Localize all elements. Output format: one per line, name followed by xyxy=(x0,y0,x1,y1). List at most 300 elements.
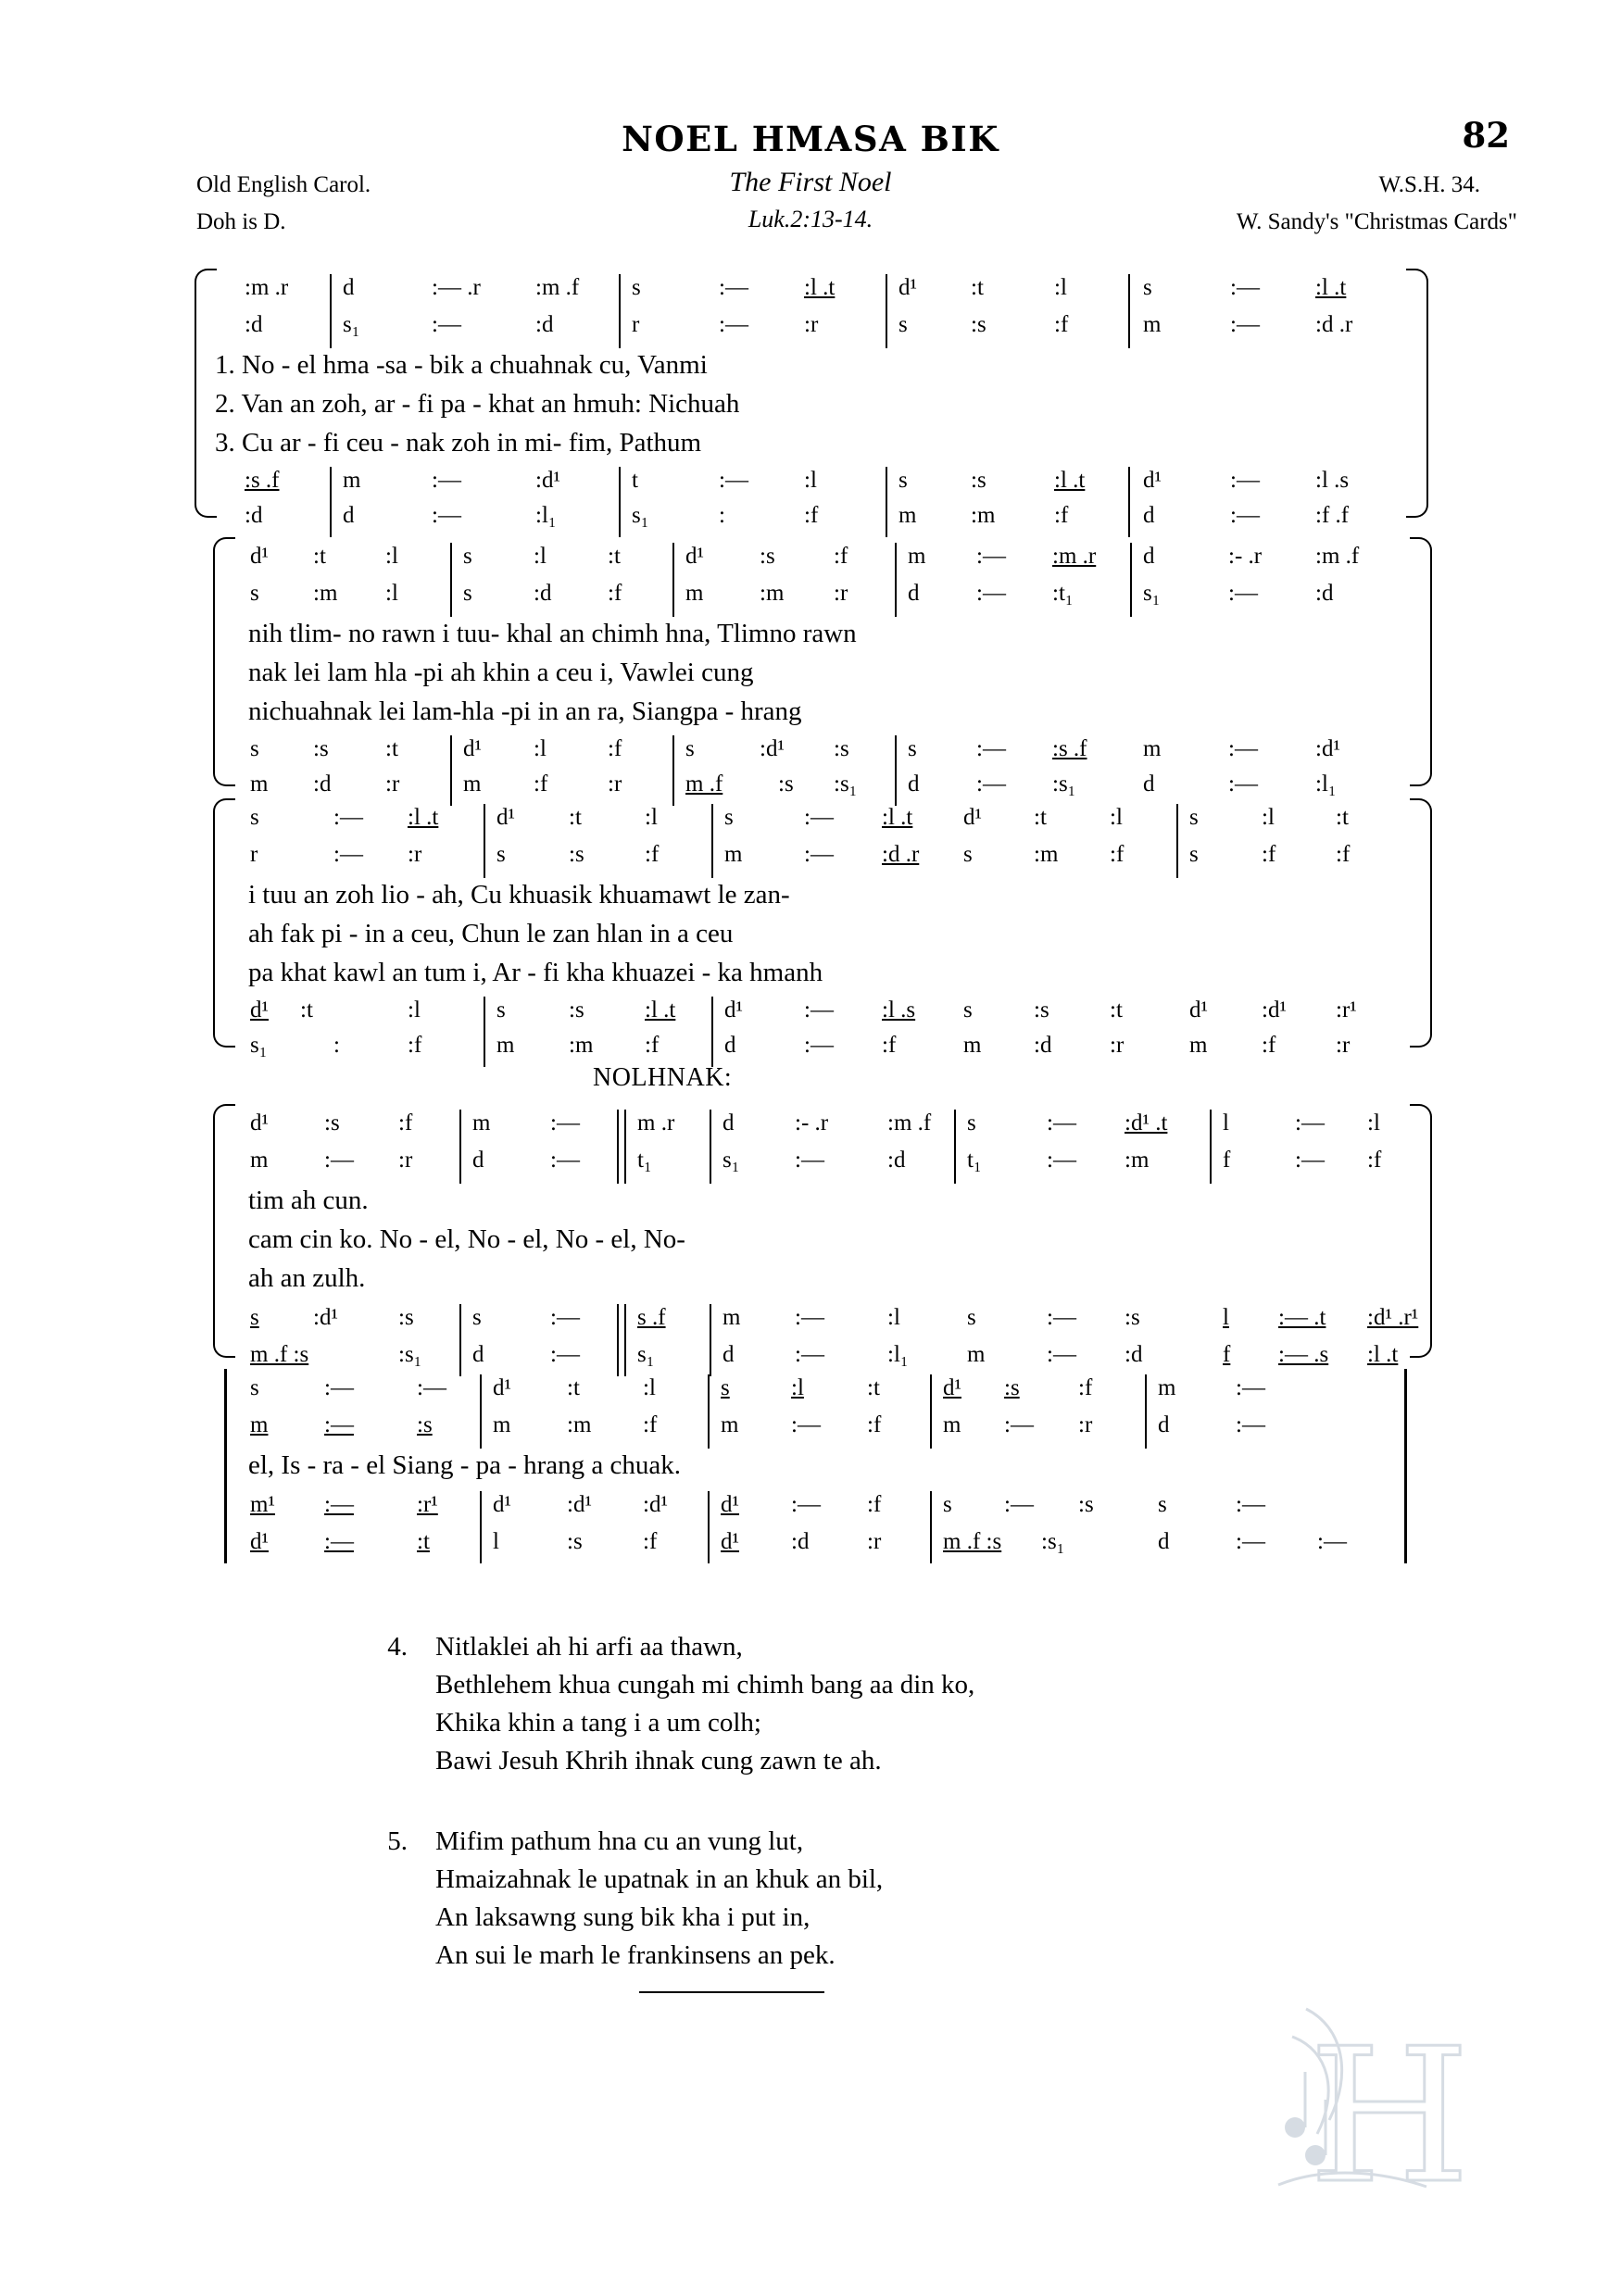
sol-fa-cell: :m xyxy=(971,503,996,528)
sol-fa-cell: :— xyxy=(432,503,461,528)
verse-number: 2. xyxy=(215,389,235,419)
sol-fa-cell: f xyxy=(1223,1148,1231,1173)
sol-fa-cell: d¹ xyxy=(493,1375,511,1400)
sol-fa-cell: :— xyxy=(804,805,834,830)
sol-fa-cell: :m .f xyxy=(887,1110,932,1135)
verse-number: 5. xyxy=(387,1826,408,1856)
sol-fa-cell: d xyxy=(472,1148,484,1173)
sol-fa-cell: d¹ xyxy=(250,544,269,569)
sol-fa-cell: :s xyxy=(834,736,849,761)
sol-fa-cell: :f xyxy=(867,1412,882,1437)
sol-fa-row-soprano xyxy=(230,270,1397,306)
sol-fa-cell: :s xyxy=(1034,997,1049,1023)
lyric-text: pa khat kawl an tum i, Ar - fi kha khuazei - ka hmanh xyxy=(248,958,823,987)
sol-fa-cell: s₁ xyxy=(637,1342,655,1367)
sol-fa-cell: :d xyxy=(535,312,554,337)
sol-fa-cell: :d¹ xyxy=(643,1492,668,1517)
sol-fa-cell: :l xyxy=(887,1305,900,1330)
sol-fa-cell: :f xyxy=(645,842,660,867)
sol-fa-cell: d xyxy=(1158,1412,1170,1437)
sol-fa-cell: d xyxy=(343,275,355,300)
sol-fa-cell: s xyxy=(1143,275,1152,300)
sol-fa-cell: :t xyxy=(1034,805,1047,830)
sol-fa-cell: :— xyxy=(1236,1492,1265,1517)
sol-fa-row-bass xyxy=(245,1524,1402,1560)
sol-fa-cell: s xyxy=(250,1375,259,1400)
sol-fa-cell: :d xyxy=(1315,581,1334,606)
sol-fa-cell: :f xyxy=(867,1492,882,1517)
sol-fa-cell: d¹ xyxy=(898,275,917,300)
sol-fa-cell: :d .r xyxy=(1315,312,1353,337)
sol-fa-cell: :s xyxy=(313,736,329,761)
sol-fa-row-alto xyxy=(245,576,1402,611)
sol-fa-cell: s xyxy=(963,997,973,1023)
sol-fa-cell: :— xyxy=(1047,1110,1076,1135)
sol-fa-cell: s xyxy=(967,1110,976,1135)
sol-fa-cell: :— .s xyxy=(1278,1342,1329,1367)
sol-fa-cell: :f xyxy=(1078,1375,1093,1400)
sol-fa-cell: :— xyxy=(804,1033,834,1058)
sol-fa-cell: m xyxy=(685,581,704,606)
sol-fa-cell: :— xyxy=(1230,275,1260,300)
sol-fa-cell: :s xyxy=(1078,1492,1094,1517)
sol-fa-cell: r xyxy=(632,312,640,337)
verse-line: Mifim pathum hna cu an vung lut, xyxy=(435,1826,804,1856)
sol-fa-cell: d xyxy=(1143,772,1155,797)
sol-fa-cell: :— xyxy=(719,468,748,493)
page-title: NOEL HMASA BIK xyxy=(622,119,999,159)
music-system-2 xyxy=(213,537,1436,797)
sol-fa-cell: :d¹ .r¹ xyxy=(1367,1305,1419,1330)
sol-fa-cell: :s xyxy=(760,544,775,569)
sol-fa-cell: :m .f xyxy=(1315,544,1360,569)
sol-fa-cell: :l .t xyxy=(408,805,439,830)
sol-fa-cell: m xyxy=(1158,1375,1176,1400)
sol-fa-cell: :l xyxy=(804,468,817,493)
sol-fa-cell: m .f xyxy=(685,772,723,797)
sol-fa-cell: :s₁ xyxy=(834,772,858,797)
verse-number: 4. xyxy=(387,1632,408,1662)
sol-fa-cell: :l xyxy=(791,1375,804,1400)
sol-fa-cell: :f xyxy=(1110,842,1125,867)
sol-fa-cell: :f xyxy=(882,1033,897,1058)
sol-fa-cell: :f xyxy=(834,544,848,569)
verse-line: Bethlehem khua cungah mi chimh bang aa din ko, xyxy=(435,1670,975,1700)
sol-fa-cell: s xyxy=(943,1492,952,1517)
sol-fa-cell: :t xyxy=(867,1375,880,1400)
system-left-bracket xyxy=(224,1369,227,1563)
sol-fa-cell: l xyxy=(1223,1305,1229,1330)
sol-fa-cell: :— xyxy=(1236,1375,1265,1400)
sol-fa-cell: d xyxy=(343,503,355,528)
verse-line: Nitlaklei ah hi arfi aa thawn, xyxy=(435,1632,743,1662)
sol-fa-cell: m xyxy=(967,1342,986,1367)
lyric-text: Cu ar - fi ceu - nak zoh in mi- fim, Pathum xyxy=(242,428,702,458)
sol-fa-cell: :r xyxy=(385,772,400,797)
sol-fa-cell: :r xyxy=(1078,1412,1093,1437)
sol-fa-cell: d¹ xyxy=(250,1110,269,1135)
sol-fa-cell: :d .r xyxy=(882,842,920,867)
brace-right xyxy=(1410,537,1432,786)
brace-left xyxy=(213,1104,235,1358)
lyric-text: ah fak pi - in a ceu, Chun le zan hlan in a ceu xyxy=(248,919,734,948)
sol-fa-cell: m xyxy=(1143,736,1162,761)
verse-line: Hmaizahnak le upatnak in an khuk an bil, xyxy=(435,1864,884,1894)
sol-fa-cell: :t xyxy=(608,544,621,569)
sol-fa-cell: :f xyxy=(608,736,622,761)
sol-fa-cell: :— xyxy=(1230,468,1260,493)
sol-fa-cell: :— xyxy=(324,1492,354,1517)
sol-fa-cell: :r xyxy=(608,772,622,797)
sol-fa-cell: s .f xyxy=(637,1305,666,1330)
sol-fa-cell: s xyxy=(963,842,973,867)
sol-fa-cell: :— xyxy=(1004,1412,1034,1437)
sol-fa-cell: m xyxy=(963,1033,982,1058)
sol-fa-cell: :— xyxy=(795,1342,824,1367)
sol-fa-cell: :m xyxy=(1125,1148,1150,1173)
lyric-line xyxy=(248,1260,365,1297)
sol-fa-cell: :m xyxy=(569,1033,594,1058)
sol-fa-cell: d¹ xyxy=(721,1492,739,1517)
sol-fa-cell: m xyxy=(463,772,482,797)
brace-left xyxy=(195,269,217,518)
sol-fa-cell: :l xyxy=(645,805,658,830)
sol-fa-cell: : xyxy=(719,503,725,528)
sol-fa-cell: :f xyxy=(608,581,622,606)
sol-fa-cell: :d¹ xyxy=(1262,997,1287,1023)
lyric-line xyxy=(248,1447,681,1484)
music-system-5 xyxy=(213,1369,1436,1563)
sol-fa-cell: m xyxy=(493,1412,511,1437)
sol-fa-cell: m xyxy=(250,1412,269,1437)
sol-fa-cell: :t₁ xyxy=(1052,581,1074,606)
sol-fa-cell: :f xyxy=(645,1033,660,1058)
sol-fa-cell: :s xyxy=(971,468,986,493)
sol-fa-cell: :— xyxy=(1295,1148,1325,1173)
sol-fa-cell: :r xyxy=(867,1529,882,1554)
sol-fa-cell: :s₁ xyxy=(398,1342,422,1367)
sol-fa-cell: :f xyxy=(1262,842,1276,867)
sol-fa-cell: m xyxy=(943,1412,961,1437)
sol-fa-cell: :m .r xyxy=(1052,544,1097,569)
sol-fa-cell: :f xyxy=(408,1033,422,1058)
sol-fa-cell: d xyxy=(723,1342,735,1367)
lyric-line xyxy=(215,346,708,383)
sol-fa-cell: :l xyxy=(385,544,398,569)
brace-right xyxy=(1410,798,1432,1048)
sol-fa-cell: s xyxy=(463,581,472,606)
lyric-text: nih tlim- no rawn i tuu- khal an chimh hna, Tlimno rawn xyxy=(248,619,857,648)
lyric-line xyxy=(248,654,753,691)
sol-fa-cell: :— xyxy=(1230,312,1260,337)
sol-fa-cell: :— xyxy=(719,275,748,300)
sol-fa-cell: d xyxy=(1143,503,1155,528)
sol-fa-cell: :l .s xyxy=(1315,468,1350,493)
sol-fa-cell: :f xyxy=(1336,842,1351,867)
sol-fa-cell: s xyxy=(1189,805,1199,830)
sol-fa-cell: s xyxy=(250,805,259,830)
sol-fa-row-soprano xyxy=(245,539,1402,574)
sol-fa-cell: d xyxy=(1143,544,1155,569)
sol-fa-cell: s xyxy=(898,468,908,493)
sol-fa-row-tenor xyxy=(245,1487,1402,1523)
sol-fa-cell: :f xyxy=(1367,1148,1382,1173)
verse-line: Bawi Jesuh Khrih ihnak cung zawn te ah. xyxy=(435,1746,882,1775)
sol-fa-cell: s xyxy=(967,1305,976,1330)
sol-fa-cell: s₁ xyxy=(1143,581,1161,606)
key-signature-note: Doh is D. xyxy=(196,209,286,234)
sol-fa-cell: s xyxy=(472,1305,482,1330)
sol-fa-cell: s xyxy=(496,842,506,867)
sol-fa-cell: s₁ xyxy=(723,1148,740,1173)
sol-fa-cell: :f xyxy=(534,772,548,797)
sol-fa-cell: :l xyxy=(1110,805,1123,830)
lyric-line xyxy=(248,693,802,730)
sol-fa-cell: m xyxy=(343,468,361,493)
sol-fa-row-tenor xyxy=(245,993,1402,1028)
sol-fa-cell: m .f :s xyxy=(943,1529,1002,1554)
sol-fa-cell: :d xyxy=(245,503,263,528)
sol-fa-cell: s xyxy=(1189,842,1199,867)
sol-fa-cell: :- .r xyxy=(1228,544,1263,569)
watermark-letter: H xyxy=(1308,2009,1471,2225)
sol-fa-cell: :d xyxy=(534,581,552,606)
sol-fa-cell: s₁ xyxy=(250,1033,268,1058)
sol-fa-cell: :l₁ xyxy=(1315,772,1337,797)
sol-fa-cell: :l .t xyxy=(804,275,836,300)
sol-fa-cell: :— xyxy=(1228,581,1258,606)
lyric-text: No - el hma -sa - bik a chuahnak cu, Vanmi xyxy=(242,350,708,380)
sol-fa-cell: :l .t xyxy=(1054,468,1086,493)
sol-fa-row-soprano xyxy=(245,800,1402,835)
sol-fa-cell: :s xyxy=(569,997,584,1023)
sol-fa-cell: :— xyxy=(976,544,1006,569)
sol-fa-cell: :m .f xyxy=(535,275,580,300)
sol-fa-cell: :s₁ xyxy=(1052,772,1076,797)
sol-fa-row-bass xyxy=(230,498,1397,533)
sol-fa-cell: :t xyxy=(385,736,398,761)
sol-fa-cell: :t xyxy=(417,1529,430,1554)
sol-fa-cell: :l xyxy=(534,736,547,761)
sol-fa-cell: m xyxy=(898,503,917,528)
sol-fa-cell: r xyxy=(250,842,258,867)
footer-divider xyxy=(639,1991,824,1993)
lyric-text: ah an zulh. xyxy=(248,1263,366,1293)
refrain-label: NOLHNAK: xyxy=(593,1063,733,1092)
sol-fa-cell: :l xyxy=(1262,805,1275,830)
sol-fa-cell: :s xyxy=(1125,1305,1140,1330)
sol-fa-cell: :d xyxy=(1125,1342,1143,1367)
sol-fa-cell: :— xyxy=(324,1375,354,1400)
sol-fa-cell: d¹ xyxy=(1143,468,1162,493)
source-credit: W. Sandy's "Christmas Cards" xyxy=(1236,209,1517,234)
lyric-line xyxy=(215,424,701,461)
sol-fa-cell: :— xyxy=(976,772,1006,797)
sol-fa-cell: :t xyxy=(567,1375,580,1400)
sol-fa-cell: :l xyxy=(643,1375,656,1400)
sol-fa-cell: s xyxy=(724,805,734,830)
sol-fa-cell: :m .r xyxy=(245,275,289,300)
sol-fa-cell: m .r xyxy=(637,1110,675,1135)
lyric-text: nak lei lam hla -pi ah khin a ceu i, Vawlei cung xyxy=(248,658,754,687)
lyric-text: el, Is - ra - el Siang - pa - hrang a chuak. xyxy=(248,1450,682,1480)
sol-fa-cell: :d¹ xyxy=(313,1305,338,1330)
sol-fa-row-tenor xyxy=(245,732,1402,767)
sol-fa-row-bass xyxy=(245,767,1402,802)
sol-fa-cell: :— xyxy=(1228,736,1258,761)
sol-fa-cell: :— xyxy=(324,1529,354,1554)
sol-fa-cell: :— xyxy=(791,1492,821,1517)
lyric-text: tim ah cun. xyxy=(248,1186,369,1215)
sol-fa-cell: :t xyxy=(569,805,582,830)
sol-fa-cell: :l xyxy=(1054,275,1067,300)
sol-fa-row-alto xyxy=(245,1408,1402,1443)
sol-fa-cell: :t xyxy=(1110,997,1123,1023)
lyric-line xyxy=(248,1221,685,1258)
sol-fa-cell: d xyxy=(723,1110,735,1135)
sol-fa-cell: d¹ xyxy=(493,1492,511,1517)
sol-fa-cell: :— xyxy=(1047,1342,1076,1367)
sol-fa-cell: s xyxy=(721,1375,730,1400)
sol-fa-cell: m xyxy=(1143,312,1162,337)
sol-fa-cell: :r xyxy=(408,842,422,867)
sol-fa-cell: :— xyxy=(791,1412,821,1437)
sol-fa-cell: :r xyxy=(1336,1033,1351,1058)
sol-fa-cell: :— xyxy=(804,842,834,867)
sol-fa-cell: s xyxy=(1158,1492,1167,1517)
sol-fa-cell: :— xyxy=(417,1375,446,1400)
sol-fa-cell: :— xyxy=(324,1148,354,1173)
sol-fa-cell: :m xyxy=(313,581,338,606)
sol-fa-cell: t₁ xyxy=(967,1148,982,1173)
sol-fa-cell: :m xyxy=(1034,842,1059,867)
sol-fa-cell: d xyxy=(472,1342,484,1367)
sol-fa-row-alto xyxy=(245,1143,1402,1178)
sol-fa-cell: :d¹ xyxy=(1315,736,1340,761)
sol-fa-cell: :— .r xyxy=(432,275,481,300)
sol-fa-cell: m xyxy=(723,1305,741,1330)
sol-fa-cell: d xyxy=(908,581,920,606)
sol-fa-cell: :l .s xyxy=(882,997,916,1023)
hymnbook-ref: W.S.H. 34. xyxy=(1378,172,1480,197)
sol-fa-cell: :— xyxy=(550,1342,580,1367)
sol-fa-cell: :d xyxy=(791,1529,810,1554)
sol-fa-cell: d¹ xyxy=(724,997,743,1023)
sol-fa-cell: :f xyxy=(643,1529,658,1554)
sol-fa-cell: :s xyxy=(778,772,794,797)
sol-fa-cell: :m xyxy=(567,1412,592,1437)
sol-fa-cell: m xyxy=(1189,1033,1208,1058)
sol-fa-cell: :l .t xyxy=(1315,275,1347,300)
sol-fa-cell: m¹ xyxy=(250,1492,275,1517)
sol-fa-cell: :— xyxy=(1230,503,1260,528)
sol-fa-cell: d¹ xyxy=(250,997,269,1023)
sol-fa-cell: :— xyxy=(333,842,363,867)
sol-fa-cell: :— xyxy=(976,581,1006,606)
sol-fa-cell: :— xyxy=(795,1305,824,1330)
page-subtitle: The First Noel xyxy=(729,167,892,197)
sol-fa-row-alto xyxy=(245,837,1402,872)
sol-fa-cell: :s xyxy=(971,312,986,337)
sol-fa-cell: m xyxy=(721,1412,739,1437)
sol-fa-cell: :s xyxy=(567,1529,583,1554)
sol-fa-cell: m .f :s xyxy=(250,1342,309,1367)
sol-fa-cell: d¹ xyxy=(685,544,704,569)
sol-fa-cell: l xyxy=(1223,1110,1229,1135)
brace-left xyxy=(213,798,235,1048)
lyric-line xyxy=(248,615,857,652)
sol-fa-cell: t₁ xyxy=(637,1148,652,1173)
sol-fa-cell: :s xyxy=(324,1110,340,1135)
sol-fa-cell: :— xyxy=(1317,1529,1347,1554)
sol-fa-row-bass xyxy=(245,1028,1402,1063)
sol-fa-cell: :l .t xyxy=(882,805,913,830)
sol-fa-cell: d¹ xyxy=(943,1375,961,1400)
sol-fa-cell: :r xyxy=(804,312,819,337)
lyric-text: cam cin ko. No - el, No - el, No - el, No- xyxy=(248,1224,685,1254)
verse-line: Khika khin a tang i a um colh; xyxy=(435,1708,761,1738)
lyric-line xyxy=(248,1182,369,1219)
sol-fa-cell: d¹ xyxy=(721,1529,739,1554)
sol-fa-cell: :f xyxy=(804,503,819,528)
sol-fa-cell: :s xyxy=(398,1305,414,1330)
sol-fa-cell: s xyxy=(250,1305,259,1330)
sol-fa-cell: : xyxy=(333,1033,340,1058)
sol-fa-cell: :l₁ xyxy=(535,503,557,528)
brace-left xyxy=(213,537,235,786)
sol-fa-cell: :f xyxy=(1054,503,1069,528)
sol-fa-cell: :d¹ .t xyxy=(1125,1110,1168,1135)
sol-fa-cell: :d xyxy=(1034,1033,1052,1058)
composer-credit: Old English Carol. xyxy=(196,172,371,197)
sol-fa-cell: :— xyxy=(324,1412,354,1437)
sol-fa-cell: :d xyxy=(887,1148,906,1173)
sol-fa-cell: l xyxy=(493,1529,499,1554)
sol-fa-cell: :s xyxy=(417,1412,433,1437)
sol-fa-cell: m xyxy=(250,1148,269,1173)
sol-fa-cell: m xyxy=(250,772,269,797)
sol-fa-cell: :d xyxy=(313,772,332,797)
sol-fa-cell: :- .r xyxy=(795,1110,829,1135)
music-system-4 xyxy=(213,1104,1436,1367)
sol-fa-cell: :r¹ xyxy=(417,1492,438,1517)
sol-fa-row-alto xyxy=(230,307,1397,343)
sol-fa-cell: :— xyxy=(1047,1305,1076,1330)
sol-fa-cell: s xyxy=(908,736,917,761)
sol-fa-cell: s xyxy=(632,275,641,300)
sol-fa-cell: :l₁ xyxy=(887,1342,909,1367)
sol-fa-cell: d¹ xyxy=(250,1529,269,1554)
sol-fa-cell: :l xyxy=(408,997,421,1023)
verse-4 xyxy=(387,1628,975,1780)
sol-fa-cell: :t xyxy=(971,275,984,300)
sol-fa-cell: s xyxy=(898,312,908,337)
sol-fa-cell: :— xyxy=(1236,1529,1265,1554)
sol-fa-cell: :l .t xyxy=(645,997,676,1023)
lyric-line xyxy=(215,385,739,422)
watermark xyxy=(1241,1972,1510,2240)
sol-fa-cell: :— xyxy=(1295,1110,1325,1135)
sol-fa-cell: d¹ xyxy=(1189,997,1208,1023)
sol-fa-cell: :r xyxy=(834,581,848,606)
sol-fa-cell: m xyxy=(496,1033,515,1058)
sol-fa-cell: f xyxy=(1223,1342,1231,1367)
verse-number: 1. xyxy=(215,350,235,380)
brace-right xyxy=(1406,269,1428,518)
sol-fa-cell: :— xyxy=(550,1305,580,1330)
sol-fa-cell: s₁ xyxy=(632,503,649,528)
sol-fa-cell: d¹ xyxy=(963,805,982,830)
